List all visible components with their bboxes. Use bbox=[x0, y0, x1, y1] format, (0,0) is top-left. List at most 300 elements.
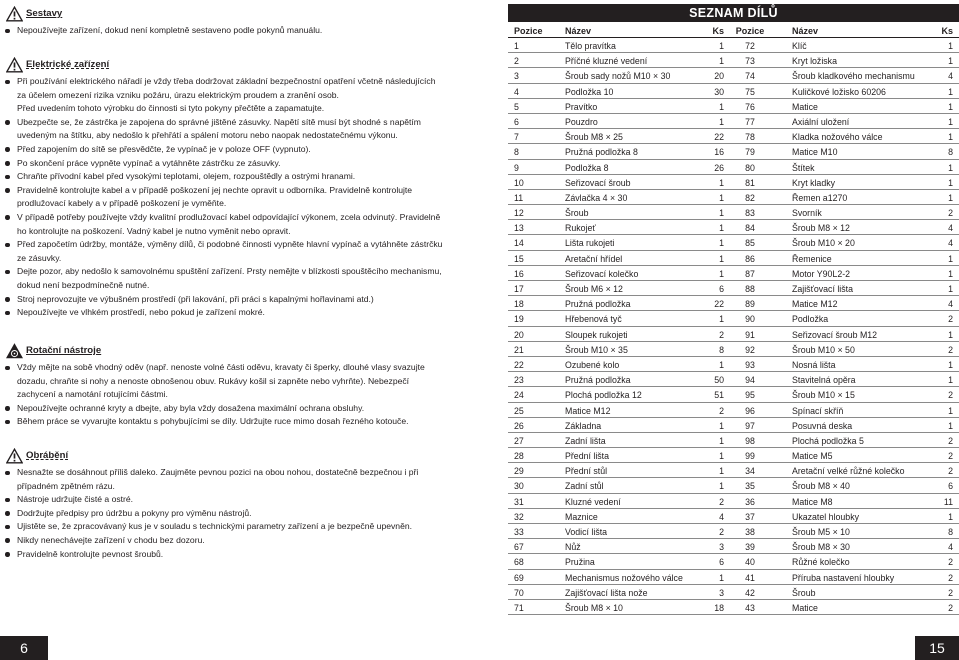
table-row bbox=[508, 251, 959, 266]
column-header: Ks bbox=[941, 26, 953, 36]
cell-part-name: Seřizovací kolečko bbox=[565, 268, 639, 279]
cell-part-name: Hřebenová tyč bbox=[565, 314, 622, 325]
table-row bbox=[508, 99, 959, 114]
cell-position: 67 bbox=[514, 542, 524, 553]
cell-part-name: Podložka bbox=[792, 314, 829, 325]
cell-quantity: 4 bbox=[948, 542, 953, 553]
table-row bbox=[508, 266, 959, 281]
cell-quantity: 2 bbox=[948, 587, 953, 598]
cell-quantity: 1 bbox=[719, 268, 724, 279]
cell-position: 78 bbox=[745, 132, 755, 143]
cell-part-name: Pružná podložka 8 bbox=[565, 147, 638, 158]
cell-position: 13 bbox=[514, 223, 524, 234]
column-header: Název bbox=[565, 26, 592, 36]
section-assembly bbox=[0, 6, 455, 38]
cell-position: 73 bbox=[745, 56, 755, 67]
table-row bbox=[508, 539, 959, 554]
bullet-icon bbox=[5, 161, 10, 166]
cell-position: 72 bbox=[745, 41, 755, 51]
cell-quantity: 1 bbox=[948, 101, 953, 112]
cell-quantity: 1 bbox=[948, 162, 953, 173]
cell-part-name: Aretační velké růžné kolečko bbox=[792, 466, 905, 477]
cell-part-name: Kluzné vedení bbox=[565, 496, 621, 507]
column-header: Ks bbox=[712, 26, 724, 36]
cell-quantity: 1 bbox=[719, 223, 724, 234]
table-row bbox=[508, 372, 959, 387]
table-body bbox=[508, 38, 959, 615]
cell-position: 77 bbox=[745, 116, 755, 127]
cell-quantity: 2 bbox=[948, 572, 953, 583]
table-row bbox=[508, 387, 959, 402]
bullet-icon bbox=[5, 297, 10, 302]
cell-part-name: Šroub M10 × 50 bbox=[792, 344, 855, 355]
list-item: Ubezpečte se, že zástrčka je zapojena do správné jištěné zásuvky. Napětí sítě musí být shodné s napětím uvedeným na štítku, aby nedošlo k přehřátí a spálení motoru nebo naopak nedostatečnému výkonu. bbox=[0, 116, 455, 143]
cell-quantity: 50 bbox=[714, 375, 724, 386]
cell-part-name: Závlačka 4 × 30 bbox=[565, 192, 628, 203]
bullet-icon bbox=[5, 243, 10, 248]
cell-position: 20 bbox=[514, 329, 524, 340]
cell-quantity: 2 bbox=[719, 405, 724, 416]
cell-quantity: 1 bbox=[948, 511, 953, 522]
section-rotary-tools bbox=[0, 343, 455, 429]
cell-position: 37 bbox=[745, 511, 755, 522]
table-row bbox=[508, 509, 959, 524]
parts-list bbox=[508, 4, 959, 615]
cell-quantity: 1 bbox=[948, 420, 953, 431]
cell-position: 32 bbox=[514, 511, 524, 522]
cell-quantity: 2 bbox=[719, 496, 724, 507]
cell-part-name: Stavitelná opěra bbox=[792, 375, 856, 386]
cell-position: 7 bbox=[514, 132, 519, 143]
cell-part-name: Zajišťovací lišta bbox=[792, 284, 853, 294]
list-item: Před započetím údržby, montáže, výměny dílů, či podobné činnosti vypněte hlavní vypínač a vytáhněte zástrčku ze zásuvky. bbox=[0, 238, 455, 265]
cell-position: 74 bbox=[745, 71, 755, 82]
cell-quantity: 2 bbox=[948, 344, 953, 355]
cell-quantity: 1 bbox=[948, 405, 953, 416]
cell-part-name: Nosná lišta bbox=[792, 359, 836, 370]
cell-position: 71 bbox=[514, 602, 524, 613]
cell-quantity: 6 bbox=[719, 284, 724, 294]
section-title: Rotační nástroje bbox=[26, 345, 102, 356]
column-header: Pozice bbox=[735, 26, 765, 36]
cell-position: 95 bbox=[745, 390, 755, 401]
cell-quantity: 18 bbox=[714, 602, 724, 613]
list-item: Nepoužívejte ochranné kryty a dbejte, aby byla vždy dosažena maximální ochrana obsluhy. bbox=[0, 402, 455, 416]
cell-position: 9 bbox=[514, 162, 519, 173]
cell-quantity: 4 bbox=[948, 238, 953, 249]
cell-position: 89 bbox=[745, 299, 755, 310]
bullet-icon bbox=[5, 147, 10, 152]
cell-part-name: Šroub M8 × 25 bbox=[565, 132, 623, 143]
cell-quantity: 22 bbox=[714, 299, 724, 310]
bullet-icon bbox=[5, 188, 10, 193]
list-item: Ujistěte se, že zpracovávaný kus je v souladu s technickými parametry zařízení a je bezpečně upevněn. bbox=[0, 520, 455, 534]
cell-quantity: 1 bbox=[719, 314, 724, 325]
cell-part-name: Kryt kladky bbox=[792, 177, 836, 188]
cell-part-name: Svorník bbox=[792, 208, 822, 219]
cell-part-name: Motor Y90L2-2 bbox=[792, 268, 851, 279]
cell-quantity: 6 bbox=[719, 557, 724, 568]
cell-quantity: 1 bbox=[719, 359, 724, 370]
warning-icon bbox=[6, 448, 23, 464]
cell-part-name: Šroub M8 × 10 bbox=[565, 602, 623, 613]
bullet-icon bbox=[5, 29, 10, 34]
cell-part-name: Šroub sady nožů M10 × 30 bbox=[565, 71, 671, 82]
cell-position: 28 bbox=[514, 451, 524, 462]
saw-blade-icon bbox=[6, 343, 23, 359]
bullet-list bbox=[0, 466, 455, 561]
cell-position: 19 bbox=[514, 314, 524, 325]
bullet-icon bbox=[5, 471, 10, 476]
cell-quantity: 1 bbox=[719, 208, 724, 219]
cell-part-name: Rukojeť bbox=[565, 223, 596, 234]
cell-quantity: 4 bbox=[948, 299, 953, 310]
cell-quantity: 4 bbox=[719, 511, 724, 522]
cell-part-name: Pravítko bbox=[565, 101, 598, 112]
cell-part-name: Matice bbox=[792, 602, 818, 613]
cell-position: 8 bbox=[514, 147, 519, 158]
cell-part-name: Matice M12 bbox=[565, 405, 611, 416]
cell-quantity: 4 bbox=[948, 71, 953, 82]
section-title: Sestavy bbox=[26, 8, 63, 19]
cell-part-name: Přední stůl bbox=[565, 466, 608, 477]
cell-position: 5 bbox=[514, 101, 519, 112]
cell-part-name: Nůž bbox=[565, 542, 581, 553]
cell-quantity: 1 bbox=[948, 284, 953, 294]
list-item: Stroj neprovozujte ve výbušném prostředí (při lakování, při práci s kapalnými hořlavinami atd.) bbox=[0, 293, 455, 307]
table-row bbox=[508, 281, 959, 296]
cell-position: 92 bbox=[745, 344, 755, 355]
bullet-icon bbox=[5, 511, 10, 516]
cell-quantity: 8 bbox=[948, 147, 953, 158]
warning-icon bbox=[6, 6, 23, 22]
table-row bbox=[508, 175, 959, 190]
cell-quantity: 2 bbox=[948, 557, 953, 568]
cell-position: 90 bbox=[745, 314, 755, 325]
cell-part-name: Seřizovací šroub bbox=[565, 177, 631, 188]
cell-position: 2 bbox=[514, 56, 519, 67]
cell-position: 40 bbox=[745, 557, 755, 568]
bullet-icon bbox=[5, 498, 10, 503]
cell-quantity: 1 bbox=[948, 56, 953, 67]
table-row bbox=[508, 463, 959, 478]
bullet-list bbox=[0, 24, 455, 38]
section-title: Obrábění bbox=[26, 450, 69, 461]
cell-quantity: 2 bbox=[719, 329, 724, 340]
cell-position: 25 bbox=[514, 405, 524, 416]
cell-part-name: Šroub M6 × 12 bbox=[565, 284, 623, 294]
cell-quantity: 1 bbox=[719, 116, 724, 127]
cell-position: 94 bbox=[745, 375, 755, 386]
table-row bbox=[508, 190, 959, 205]
cell-part-name: Matice M5 bbox=[792, 451, 833, 462]
cell-quantity: 2 bbox=[948, 435, 953, 446]
table-header bbox=[508, 22, 959, 38]
cell-part-name: Šroub bbox=[565, 208, 589, 219]
cell-position: 31 bbox=[514, 496, 524, 507]
table-row bbox=[508, 68, 959, 83]
cell-quantity: 1 bbox=[948, 177, 953, 188]
cell-quantity: 1 bbox=[719, 41, 724, 51]
cell-position: 43 bbox=[745, 602, 755, 613]
cell-part-name: Lišta rukojeti bbox=[565, 238, 615, 249]
list-item: Během práce se vyvarujte kontaktu s pohybujícími se díly. Udržujte ruce mimo dosah řezného kotouče. bbox=[0, 415, 455, 429]
cell-position: 75 bbox=[745, 86, 755, 97]
cell-quantity: 1 bbox=[719, 435, 724, 446]
list-item: Nepoužívejte ve vlhkém prostředí, nebo pokud je zařízení mokré. bbox=[0, 306, 455, 320]
table-row bbox=[508, 448, 959, 463]
cell-position: 91 bbox=[745, 329, 755, 340]
cell-part-name: Příruba nastavení hloubky bbox=[792, 572, 895, 583]
cell-quantity: 30 bbox=[714, 86, 724, 97]
cell-part-name: Pouzdro bbox=[565, 116, 598, 127]
table-row bbox=[508, 524, 959, 539]
cell-part-name: Zadní stůl bbox=[565, 481, 604, 492]
cell-part-name: Sloupek rukojeti bbox=[565, 329, 628, 340]
table-row bbox=[508, 433, 959, 448]
cell-part-name: Řemen a1270 bbox=[792, 192, 848, 203]
section-header bbox=[0, 6, 455, 24]
list-item: Při používání elektrického nářadí je vždy třeba dodržovat základní bezpečnostní opatření včetně následujících za účelem omezení rizika vzniku požáru, úrazu elektrickým proudem a zranění osob. bbox=[0, 75, 455, 102]
cell-position: 36 bbox=[745, 496, 755, 507]
cell-part-name: Přední lišta bbox=[565, 451, 610, 462]
cell-part-name: Klíč bbox=[792, 41, 807, 51]
cell-quantity: 1 bbox=[719, 253, 724, 264]
cell-quantity: 1 bbox=[719, 572, 724, 583]
page-number-right: 15 bbox=[915, 636, 959, 660]
bullet-icon bbox=[5, 406, 10, 411]
cell-part-name: Šroub M8 × 40 bbox=[792, 481, 850, 492]
cell-position: 18 bbox=[514, 299, 524, 310]
table-row bbox=[508, 38, 959, 53]
cell-position: 76 bbox=[745, 101, 755, 112]
table-row bbox=[508, 585, 959, 600]
cell-position: 10 bbox=[514, 177, 524, 188]
cell-position: 11 bbox=[514, 192, 524, 203]
table-row bbox=[508, 220, 959, 235]
cell-part-name: Vodicí lišta bbox=[565, 527, 608, 537]
cell-position: 81 bbox=[745, 177, 755, 188]
table-row bbox=[508, 478, 959, 493]
bullet-list bbox=[0, 361, 455, 429]
cell-part-name: Matice M8 bbox=[792, 496, 833, 507]
bullet-icon bbox=[5, 175, 10, 180]
warning-icon bbox=[6, 57, 23, 73]
cell-quantity: 11 bbox=[943, 496, 953, 507]
bullet-icon bbox=[5, 538, 10, 543]
cell-position: 16 bbox=[514, 268, 524, 279]
bullet-icon bbox=[5, 215, 10, 220]
cell-position: 82 bbox=[745, 192, 755, 203]
cell-position: 98 bbox=[745, 435, 755, 446]
cell-part-name: Mechanismus nožového válce bbox=[565, 572, 683, 583]
table-row bbox=[508, 327, 959, 342]
cell-position: 35 bbox=[745, 481, 755, 492]
table-row bbox=[508, 53, 959, 68]
cell-quantity: 1 bbox=[719, 177, 724, 188]
cell-position: 38 bbox=[745, 527, 755, 537]
cell-position: 4 bbox=[514, 86, 519, 97]
cell-position: 69 bbox=[514, 572, 524, 583]
list-item: Dodržujte předpisy pro údržbu a pokyny pro výměnu nástrojů. bbox=[0, 507, 455, 521]
list-item: Pravidelně kontrolujte pevnost šroubů. bbox=[0, 548, 455, 562]
cell-part-name: Tělo pravítka bbox=[565, 41, 616, 51]
cell-position: 30 bbox=[514, 481, 524, 492]
list-item: Chraňte přívodní kabel před vysokými teplotami, olejem, rozpouštědly a ostrými hranami. bbox=[0, 170, 455, 184]
cell-quantity: 22 bbox=[714, 132, 724, 143]
cell-part-name: Zadní lišta bbox=[565, 435, 606, 446]
cell-quantity: 1 bbox=[948, 253, 953, 264]
section-header bbox=[0, 343, 455, 361]
bullet-icon bbox=[5, 270, 10, 275]
parts-list-title: SEZNAM DÍLŮ bbox=[508, 4, 959, 22]
table-row bbox=[508, 342, 959, 357]
cell-part-name: Růžné kolečko bbox=[792, 557, 850, 568]
cell-quantity: 6 bbox=[948, 481, 953, 492]
table-row bbox=[508, 114, 959, 129]
cell-position: 33 bbox=[514, 527, 524, 537]
cell-quantity: 2 bbox=[948, 451, 953, 462]
page-number-left: 6 bbox=[0, 636, 48, 660]
cell-part-name: Šroub M10 × 35 bbox=[565, 344, 628, 355]
cell-part-name: Axiální uložení bbox=[792, 116, 850, 127]
cell-quantity: 1 bbox=[948, 41, 953, 51]
list-item: Před uvedením tohoto výrobku do činnosti si tyto pokyny přečtěte a zapamatujte. bbox=[17, 103, 325, 114]
cell-part-name: Aretační hřídel bbox=[565, 253, 623, 264]
cell-quantity: 1 bbox=[948, 86, 953, 97]
list-item: Dejte pozor, aby nedošlo k samovolnému spuštění zařízení. Prsty nemějte v blízkosti spouštěcího mechanismu, dokud není bezpodmínečně nutné. bbox=[0, 265, 455, 292]
cell-quantity: 16 bbox=[714, 147, 724, 158]
cell-part-name: Matice M12 bbox=[792, 299, 838, 310]
cell-position: 80 bbox=[745, 162, 755, 173]
cell-part-name: Šroub kladkového mechanismu bbox=[792, 71, 915, 82]
section-title: Elektrické zařízení bbox=[26, 59, 110, 70]
cell-position: 41 bbox=[745, 572, 755, 583]
cell-position: 27 bbox=[514, 435, 524, 446]
cell-part-name: Zajišťovací lišta nože bbox=[565, 587, 648, 598]
cell-quantity: 51 bbox=[714, 390, 724, 401]
list-item: V případě potřeby používejte vždy kvalitní prodlužovací kabel odpovídající výkonem, zcela odvinutý. Pravidelně ho kontrolujte na poškození. Vadný kabel je nutno vyměnit nebo opravit. bbox=[0, 211, 455, 238]
bullet-icon bbox=[5, 552, 10, 557]
list-item: Nástroje udržujte čisté a ostré. bbox=[0, 493, 455, 507]
bullet-icon bbox=[5, 420, 10, 425]
cell-part-name: Kladka nožového válce bbox=[792, 132, 883, 143]
section-header bbox=[0, 57, 455, 75]
list-item: Pravidelně kontrolujte kabel a v případě poškození jej nechte opravit u odborníka. Pravidelně kontrolujte prodlužovací kabely a v případě poškození je vyměňte. bbox=[0, 184, 455, 211]
cell-position: 29 bbox=[514, 466, 524, 477]
cell-position: 3 bbox=[514, 71, 519, 82]
section-header bbox=[0, 448, 455, 466]
cell-part-name: Příčné kluzné vedení bbox=[565, 56, 648, 67]
cell-quantity: 1 bbox=[948, 268, 953, 279]
table-row bbox=[508, 403, 959, 418]
cell-quantity: 2 bbox=[948, 602, 953, 613]
section-electrical bbox=[0, 57, 455, 320]
cell-part-name: Pružná podložka bbox=[565, 299, 631, 310]
table-row bbox=[508, 311, 959, 326]
cell-position: 86 bbox=[745, 253, 755, 264]
cell-quantity: 2 bbox=[948, 208, 953, 219]
cell-part-name: Plochá podložka 5 bbox=[792, 435, 864, 446]
cell-part-name: Matice bbox=[792, 101, 818, 112]
cell-position: 24 bbox=[514, 390, 524, 401]
section-machining bbox=[0, 448, 455, 561]
bullet-icon bbox=[5, 525, 10, 530]
list-item: Po skončení práce vypněte vypínač a vytáhněte zástrčku ze zásuvky. bbox=[0, 157, 455, 171]
table-row bbox=[508, 144, 959, 159]
cell-quantity: 1 bbox=[719, 238, 724, 249]
bullet-icon bbox=[5, 311, 10, 316]
table-row bbox=[508, 357, 959, 372]
cell-quantity: 1 bbox=[719, 56, 724, 67]
table-row bbox=[508, 418, 959, 433]
table-row bbox=[508, 600, 959, 615]
cell-position: 22 bbox=[514, 359, 524, 370]
cell-part-name: Kuličkové ložisko 60206 bbox=[792, 86, 886, 97]
cell-part-name: Posuvná deska bbox=[792, 420, 853, 431]
table-row bbox=[508, 570, 959, 585]
cell-part-name: Podložka 10 bbox=[565, 86, 614, 97]
cell-quantity: 1 bbox=[719, 192, 724, 203]
cell-quantity: 2 bbox=[948, 390, 953, 401]
cell-part-name: Ozubené kolo bbox=[565, 359, 620, 370]
cell-quantity: 1 bbox=[719, 481, 724, 492]
list-item: Nesnažte se dosáhnout příliš daleko. Zaujměte pevnou pozici na obou nohou, dostatečně bezpečnou i při případném zpětném rázu. bbox=[0, 466, 455, 493]
cell-position: 93 bbox=[745, 359, 755, 370]
cell-position: 26 bbox=[514, 420, 524, 431]
cell-quantity: 4 bbox=[948, 223, 953, 234]
cell-position: 83 bbox=[745, 208, 755, 219]
cell-position: 99 bbox=[745, 451, 755, 462]
cell-part-name: Ukazatel hloubky bbox=[792, 511, 859, 522]
cell-part-name: Šroub M5 × 10 bbox=[792, 527, 850, 537]
cell-part-name: Pružina bbox=[565, 557, 595, 568]
cell-part-name: Pružná podložka bbox=[565, 375, 631, 386]
bullet-icon bbox=[5, 80, 10, 85]
cell-quantity: 1 bbox=[719, 101, 724, 112]
table-row bbox=[508, 129, 959, 144]
cell-position: 12 bbox=[514, 208, 524, 219]
cell-position: 87 bbox=[745, 268, 755, 279]
cell-position: 34 bbox=[745, 466, 755, 477]
cell-part-name: Šroub bbox=[792, 587, 816, 598]
cell-position: 97 bbox=[745, 420, 755, 431]
cell-part-name: Štítek bbox=[792, 162, 815, 173]
bullet-icon bbox=[5, 120, 10, 125]
cell-quantity: 1 bbox=[719, 466, 724, 477]
cell-part-name: Šroub M10 × 15 bbox=[792, 390, 855, 401]
cell-quantity: 1 bbox=[948, 375, 953, 386]
cell-quantity: 2 bbox=[948, 314, 953, 325]
cell-part-name: Šroub M8 × 12 bbox=[792, 223, 850, 234]
table-row bbox=[508, 235, 959, 250]
cell-position: 14 bbox=[514, 238, 524, 249]
cell-quantity: 26 bbox=[714, 162, 724, 173]
cell-position: 96 bbox=[745, 405, 755, 416]
table-row bbox=[508, 84, 959, 99]
bullet-list bbox=[0, 75, 455, 320]
cell-part-name: Podložka 8 bbox=[565, 162, 609, 173]
cell-position: 84 bbox=[745, 223, 755, 234]
cell-quantity: 1 bbox=[948, 116, 953, 127]
cell-part-name: Základna bbox=[565, 420, 602, 431]
cell-position: 85 bbox=[745, 238, 755, 249]
cell-part-name: Kryt ložiska bbox=[792, 56, 837, 67]
column-header: Název bbox=[792, 26, 819, 36]
cell-quantity: 1 bbox=[719, 451, 724, 462]
list-item: Před zapojením do sítě se přesvědčte, že vypínač je v poloze OFF (vypnuto). bbox=[0, 143, 455, 157]
cell-position: 70 bbox=[514, 587, 524, 598]
